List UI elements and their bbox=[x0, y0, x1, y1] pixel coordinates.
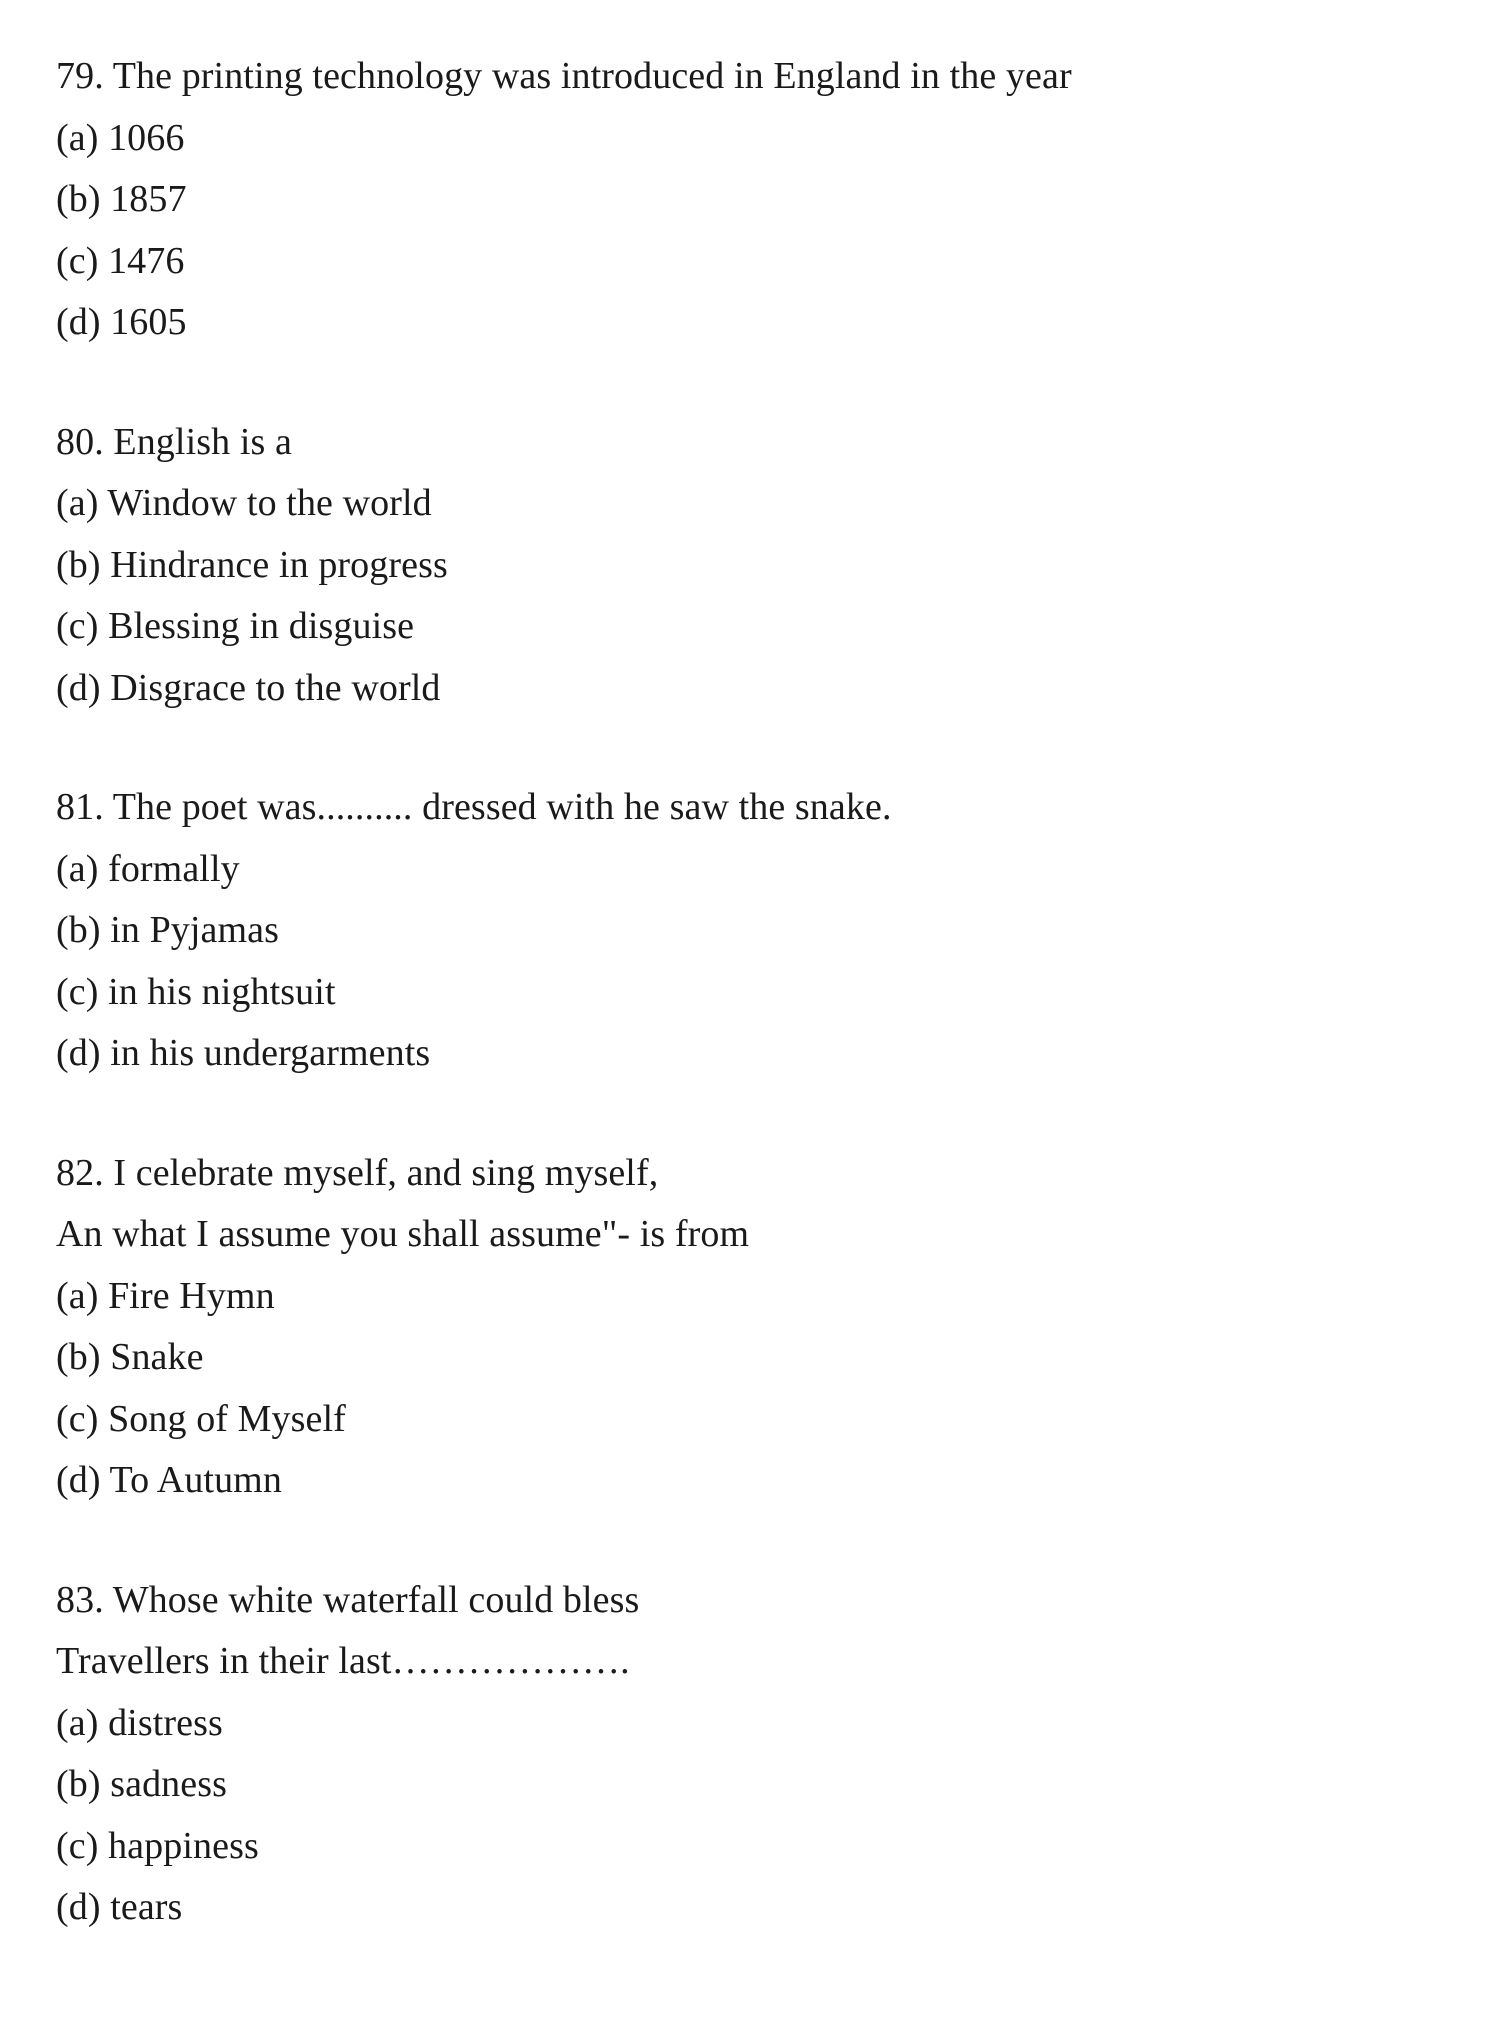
option-d: (d) tears bbox=[56, 1886, 183, 1928]
option-c: (c) 1476 bbox=[56, 239, 185, 282]
option-c: (c) Song of Myself bbox=[56, 1397, 346, 1440]
question-text: 79. The printing technology was introduced in England in the year bbox=[56, 55, 1072, 97]
question-82 bbox=[56, 1143, 1456, 1512]
option-c: (c) happiness bbox=[56, 1824, 259, 1867]
option-b: (b) Snake bbox=[56, 1336, 204, 1378]
option-d: (d) To Autumn bbox=[56, 1459, 282, 1501]
question-text-continued: Travellers in their last………………. bbox=[56, 1640, 630, 1682]
option-d: (d) 1605 bbox=[56, 301, 187, 343]
option-a: (a) Window to the world bbox=[56, 482, 432, 524]
question-80 bbox=[56, 412, 1456, 720]
question-text: 81. The poet was.......... dressed with he saw the snake. bbox=[56, 786, 892, 828]
question-text: 82. I celebrate myself, and sing myself, bbox=[56, 1151, 659, 1194]
question-text-continued: An what I assume you shall assume"- is from bbox=[56, 1213, 750, 1255]
option-c: (c) in his nightsuit bbox=[56, 970, 336, 1013]
option-a: (a) distress bbox=[56, 1701, 223, 1744]
option-b: (b) 1857 bbox=[56, 178, 187, 220]
question-text: 80. English is a bbox=[56, 420, 292, 463]
option-b: (b) sadness bbox=[56, 1763, 228, 1805]
option-d: (d) in his undergarments bbox=[56, 1032, 431, 1074]
option-b: (b) Hindrance in progress bbox=[56, 543, 448, 586]
document-page bbox=[56, 46, 1456, 1997]
option-a: (a) formally bbox=[56, 847, 240, 890]
option-a: (a) 1066 bbox=[56, 116, 185, 159]
question-81 bbox=[56, 777, 1456, 1085]
question-text: 83. Whose white waterfall could bless bbox=[56, 1578, 640, 1621]
option-b: (b) in Pyjamas bbox=[56, 909, 280, 951]
question-83 bbox=[56, 1570, 1456, 1939]
question-79 bbox=[56, 46, 1456, 354]
option-a: (a) Fire Hymn bbox=[56, 1274, 275, 1317]
option-d: (d) Disgrace to the world bbox=[56, 666, 441, 709]
option-c: (c) Blessing in disguise bbox=[56, 605, 415, 647]
